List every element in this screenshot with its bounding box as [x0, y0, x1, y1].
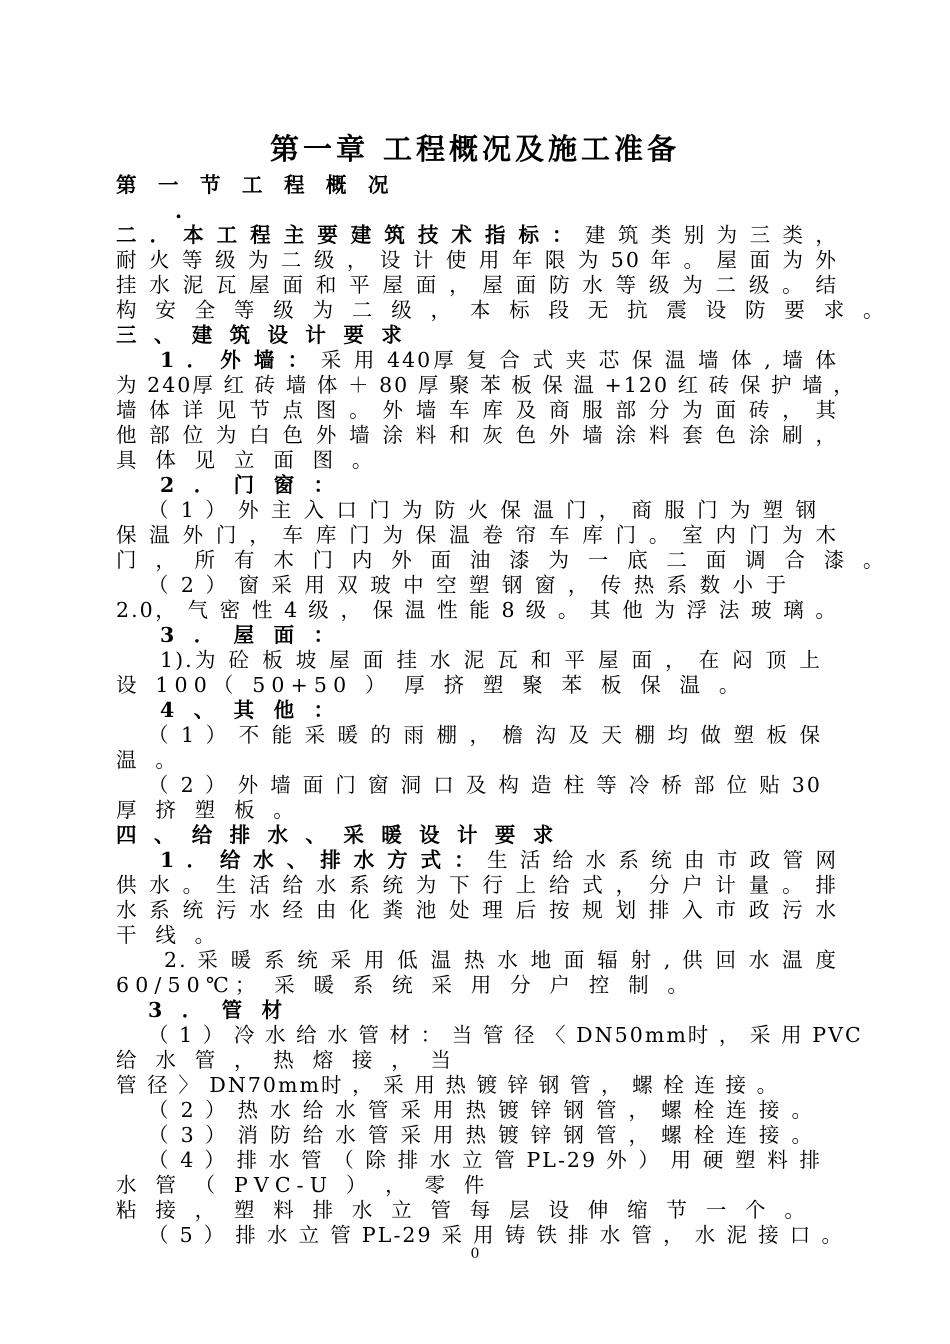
heading-lead: 1 ． 给 水 、 排 水 方 式 ： — [160, 848, 478, 872]
paragraph-line: 给 水 管 ， 热 熔 接 ， 当 — [116, 1048, 458, 1072]
paragraph-line: （ 2 ） 外 墙 面 门 窗 洞 口 及 构 造 柱 等 冷 桥 部 位 贴 30 — [148, 773, 822, 797]
paragraph-line: （ 1 ） 不 能 采 暖 的 雨 棚 ， 檐 沟 及 天 棚 均 做 塑 板 保 — [148, 723, 822, 747]
bullet-marker: . — [175, 199, 195, 223]
line-text: 生 活 给 水 系 统 由 市 政 管 网 — [486, 848, 838, 872]
paragraph-line: （ 1 ） 冷 水 给 水 管 材 ： 当 管 径 〈 DN50mm时 ， 采 用 PVC — [148, 1023, 863, 1047]
paragraph-line: 他 部 位 为 白 色 外 墙 涂 料 和 灰 色 外 墙 涂 料 套 色 涂 刷 ， — [116, 423, 838, 447]
paragraph-line: 挂 水 泥 瓦 屋 面 和 平 屋 面 ， 屋 面 防 水 等 级 为 二 级 。 结 — [116, 273, 838, 297]
paragraph-line: 2. 采 暖 系 统 采 用 低 温 热 水 地 面 辐 射 , 供 回 水 温 度 — [164, 948, 838, 972]
line-text: 采 用 440厚 复 合 式 夹 芯 保 温 墙 体 , 墙 体 — [320, 348, 838, 372]
paragraph-line: 保 温 外 门 ， 车 库 门 为 保 温 卷 帘 车 库 门 。 室 内 门 为 木 — [116, 523, 838, 547]
paragraph-line: 耐 火 等 级 为 二 级 ， 设 计 使 用 年 限 为 50 年 。 屋 面 为 外 — [116, 248, 838, 272]
paragraph-line: 2.0， 气 密 性 4 级 ， 保 温 性 能 8 级 。 其 他 为 浮 法 玻 璃 。 — [116, 598, 838, 622]
paragraph-line: （ 3 ） 消 防 给 水 管 采 用 热 镀 锌 钢 管 ， 螺 栓 连 接 。 — [148, 1123, 814, 1147]
paragraph-line: （ 2 ） 热 水 给 水 管 采 用 热 镀 锌 钢 管 ， 螺 栓 连 接 。 — [148, 1098, 814, 1122]
heading-four: 四 、 给 排 水 、 采 暖 设 计 要 求 — [116, 823, 559, 847]
page-number: 0 — [470, 1246, 480, 1262]
page-title: 第一章 工程概况及施工准备 — [269, 132, 681, 166]
heading-lead: 1 ． 外 墙 ： — [160, 348, 312, 372]
paragraph-line: （ 1 ） 外 主 入 口 门 为 防 火 保 温 门 ， 商 服 门 为 塑 钢 — [148, 498, 818, 522]
paragraph-line: 温 。 — [116, 748, 182, 772]
paragraph-line: （ 4 ） 排 水 管 （ 除 排 水 立 管 PL-29 外 ） 用 硬 塑 料 排 — [148, 1148, 822, 1172]
paragraph-line — [160, 847, 838, 873]
paragraph-line: 水 系 统 污 水 经 由 化 粪 池 处 理 后 按 规 划 排 入 市 政 污 水 — [116, 898, 838, 922]
paragraph-line: （ 2 ） 窗 采 用 双 玻 中 空 塑 钢 窗 ， 传 热 系 数 小 于 — [148, 573, 788, 597]
paragraph-line — [116, 222, 838, 248]
paragraph-line — [160, 347, 838, 373]
heading-lead: 3 ． 管 材 — [148, 998, 289, 1022]
paragraph-line: 墙 体 详 见 节 点 图 。 外 墙 车 库 及 商 服 部 分 为 面 砖 ， 其 — [116, 398, 838, 422]
paragraph-line: 具 体 见 立 面 图 。 — [116, 448, 379, 472]
paragraph-line: 60/50℃； 采 暖 系 统 采 用 分 户 控 制 。 — [116, 973, 695, 997]
section-heading: 第 一 节 工 程 概 况 — [116, 173, 396, 197]
heading-lead: 2 ． 门 窗 ： — [160, 473, 341, 497]
heading-lead: 二 ． 本 工 程 主 要 建 筑 技 术 指 标 ： — [116, 223, 576, 247]
paragraph-line: 粘 接 ， 塑 料 排 水 立 管 每 层 设 伸 缩 节 一 个 。 — [116, 1198, 812, 1222]
paragraph-line: 干 线 。 — [116, 923, 222, 947]
heading-three: 三 、 建 筑 设 计 要 求 — [116, 323, 407, 347]
paragraph-line: 构 安 全 等 级 为 二 级 ， 本 标 段 无 抗 震 设 防 要 求 。 — [116, 298, 890, 322]
paragraph-line: 供 水 。 生 活 给 水 系 统 为 下 行 上 给 式 ， 分 户 计 量 。 排 — [116, 873, 838, 897]
paragraph-line: 为 240厚 红 砖 墙 体 ＋ 80 厚 聚 苯 板 保 温 +120 红 砖 保 护 墙 ， — [116, 373, 856, 397]
line-text: 建 筑 类 别 为 三 类 ， — [584, 223, 838, 247]
paragraph-line: 设 100（ 50+50 ） 厚 挤 塑 聚 苯 板 保 温 。 — [116, 673, 746, 697]
heading-lead: 3 ． 屋 面 ： — [160, 623, 341, 647]
paragraph-line: 水 管 （ PVC-U ） ， 零 件 — [116, 1173, 491, 1197]
heading-lead: 4 、 其 他 ： — [160, 698, 341, 722]
paragraph-line: 门 ， 所 有 木 门 内 外 面 油 漆 为 一 底 二 面 调 合 漆 。 — [116, 548, 890, 572]
paragraph-line: 管 径 〉 DN70mm时 ， 采 用 热 镀 锌 钢 管 ， 螺 栓 连 接 。 — [116, 1073, 780, 1097]
paragraph-line: 厚 挤 塑 板 。 — [116, 798, 300, 822]
paragraph-line: （ 5 ） 排 水 立 管 PL-29 采 用 铸 铁 排 水 管 ， 水 泥 接 口 。 — [148, 1223, 844, 1247]
paragraph-line: 1).为 砼 板 坡 屋 面 挂 水 泥 瓦 和 平 屋 面 ， 在 闷 顶 上 — [160, 648, 822, 672]
